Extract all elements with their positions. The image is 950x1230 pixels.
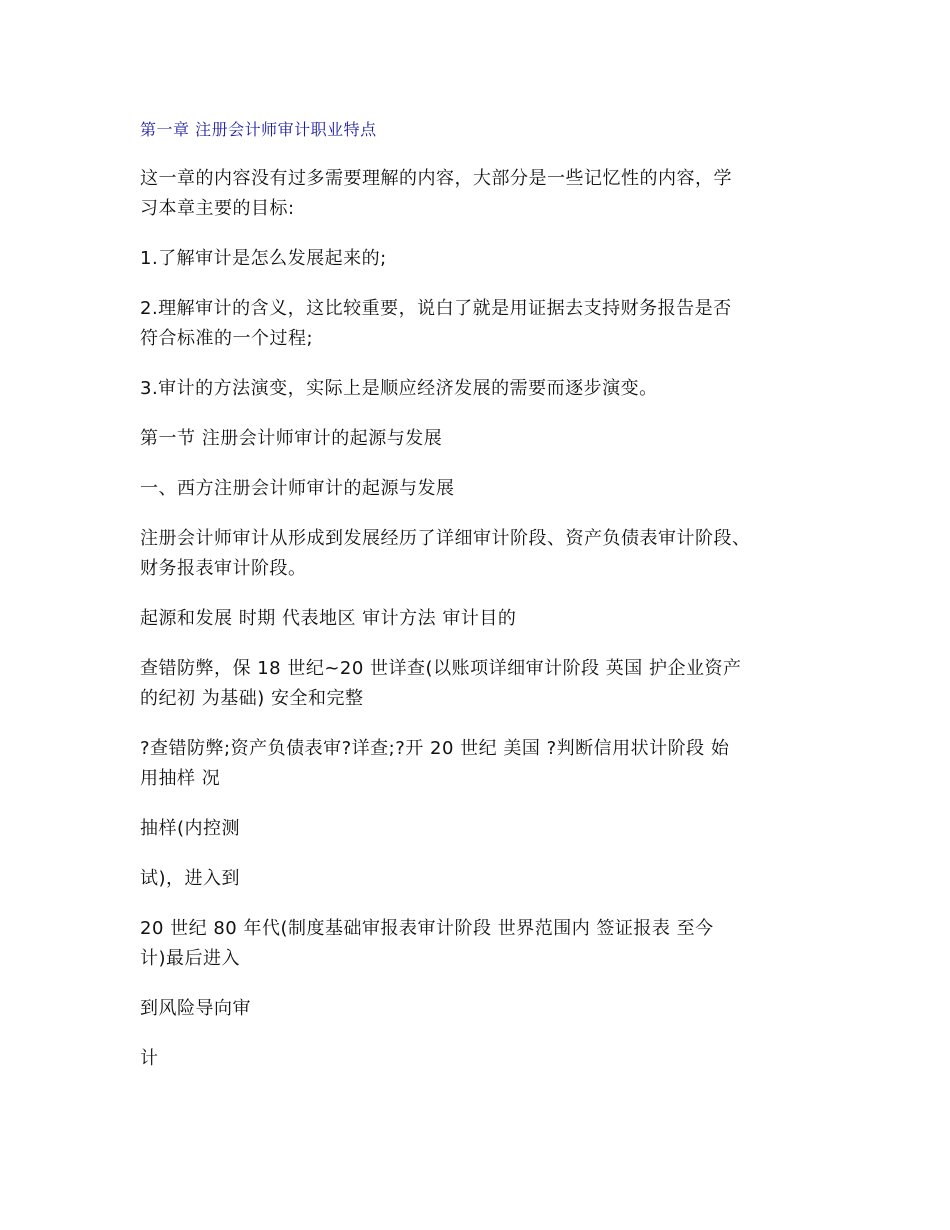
subsection-heading — [140, 474, 820, 504]
paragraph-line: ?查错防弊;资产负债表审?详查;?开 20 世纪 美国 ?判断信用状计阶段 始 — [140, 738, 730, 759]
paragraph-line: 第一节 注册会计师审计的起源与发展 — [140, 428, 443, 449]
table-row-text — [140, 994, 820, 1024]
section-heading — [140, 424, 820, 454]
paragraph-intro — [140, 164, 820, 224]
paragraph-line: 财务报表审计阶段。 — [140, 558, 307, 579]
paragraph-goal-2 — [140, 294, 820, 354]
chapter-title: 第一章 注册会计师审计职业特点 — [140, 120, 377, 139]
paragraph-line: 符合标准的一个过程; — [140, 328, 314, 349]
paragraph-line: 起源和发展 时期 代表地区 审计方法 审计目的 — [140, 608, 517, 629]
paragraph-line: 的纪初 为基础) 安全和完整 — [140, 688, 364, 709]
paragraph-line: 计 — [140, 1048, 159, 1069]
paragraph-line: 习本章主要的目标: — [140, 198, 295, 219]
paragraph-line: 2.理解审计的含义，这比较重要，说白了就是用证据去支持财务报告是否 — [140, 298, 732, 319]
paragraph-line: 注册会计师审计从形成到发展经历了详细审计阶段、资产负债表审计阶段、 — [140, 528, 751, 549]
table-header-text — [140, 604, 820, 634]
paragraph-goal-1 — [140, 244, 820, 274]
paragraph-line: 抽样(内控测 — [140, 818, 241, 839]
paragraph-line: 1.了解审计是怎么发展起来的; — [140, 248, 387, 269]
table-row-text — [140, 1044, 820, 1074]
table-row-text — [140, 864, 820, 894]
paragraph-line: 计)最后进入 — [140, 948, 241, 969]
paragraph-line: 试)，进入到 — [140, 868, 241, 889]
table-row-text — [140, 734, 820, 794]
paragraph-line: 3.审计的方法演变，实际上是顺应经济发展的需要而逐步演变。 — [140, 378, 658, 399]
document-body — [140, 116, 820, 1094]
table-row-text — [140, 654, 820, 714]
paragraph-line: 一、西方注册会计师审计的起源与发展 — [140, 478, 455, 499]
paragraph-line: 到风险导向审 — [140, 998, 251, 1019]
paragraph-line: 这一章的内容没有过多需要理解的内容，大部分是一些记忆性的内容，学 — [140, 168, 732, 189]
table-row-text — [140, 814, 820, 844]
table-row-text — [140, 914, 820, 974]
paragraph-goal-3 — [140, 374, 820, 404]
paragraph-line: 用抽样 况 — [140, 768, 221, 789]
paragraph-line: 20 世纪 80 年代(制度基础审报表审计阶段 世界范围内 签证报表 至今 — [140, 918, 714, 939]
paragraph-stages — [140, 524, 820, 584]
paragraph-line: 查错防弊，保 18 世纪~20 世详查(以账项详细审计阶段 英国 护企业资产 — [140, 658, 742, 679]
